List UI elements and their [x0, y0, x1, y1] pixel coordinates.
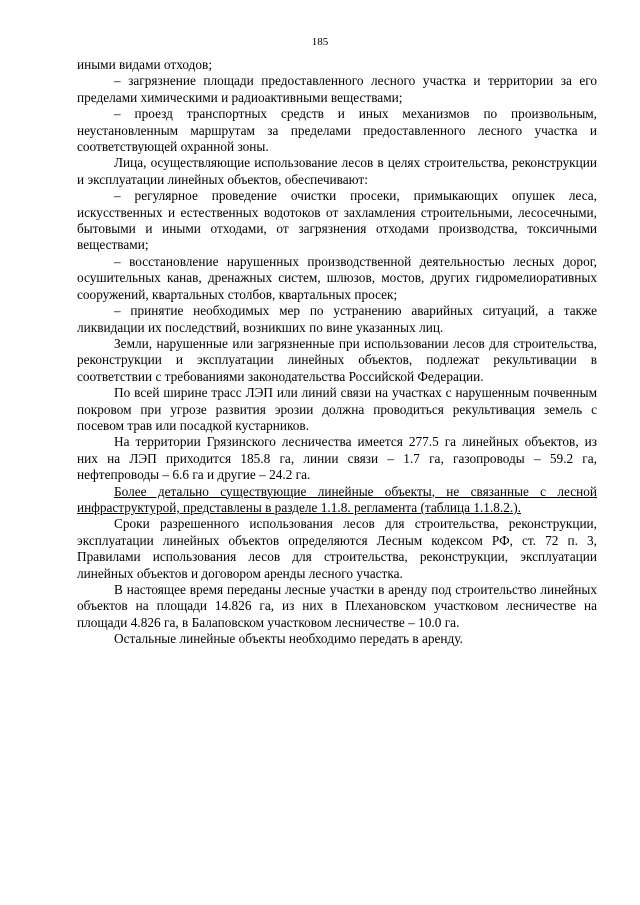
paragraph-3: – проезд транспортных средств и иных механизмов по произвольным, неустановленным маршрутам за пределами предоставленного лесного участка и соответствующей охранной зоны. [77, 106, 597, 155]
paragraph-7: – принятие необходимых мер по устранению аварийных ситуаций, а также ликвидации их последствий, возникших по вине указанных лиц. [77, 303, 597, 335]
paragraph-12: Сроки разрешенного использования лесов для строительства, реконструкции, эксплуатации линейных объектов определяются Лесным кодексом РФ, ст. 72 п. 3, Правилами использования лесов для строительства, реконструкции, эксплуатации линейных объектов и договором аренды лесного участка. [77, 516, 597, 581]
body-text [77, 57, 597, 648]
paragraph-2: – загрязнение площади предоставленного лесного участка и территории за его пределами химическими и радиоактивными веществами; [77, 73, 597, 105]
paragraph-6: – восстановление нарушенных производственной деятельностью лесных дорог, осушительных канав, дренажных систем, шлюзов, мостов, других гидромелиоративных сооружений, квартальных столбов, квартальных просек; [77, 253, 597, 302]
paragraph-11-underlined: Более детально существующие линейные объекты, не связанные с лесной инфраструктурой, представлены в разделе 1.1.8. регламента (таблица 1.1.8.2.). [77, 483, 597, 515]
paragraph-10: На территории Грязинского лесничества имеется 277.5 га линейных объектов, из них на ЛЭП приходится 185.8 га, линии связи – 1.7 га, газопроводы – 59.2 га, нефтепроводы – 6.6 га и другие – 24.2 га. [77, 434, 597, 483]
paragraph-4: Лица, осуществляющие использование лесов в целях строительства, реконструкции и эксплуатации линейных объектов, обеспечивают: [77, 155, 597, 187]
paragraph-9: По всей ширине трасс ЛЭП или линий связи на участках с нарушенным почвенным покровом при угрозе развития эрозии должна проводиться рекультивация земель с посевом трав или посадкой кустарников. [77, 385, 597, 433]
paragraph-1: иными видами отходов; [77, 57, 213, 72]
paragraph-5: – регулярное проведение очистки просеки, примыкающих опушек леса, искусственных и естественных водотоков от захламления строительными, лесосечными, бытовыми и иными отходами, от загрязнения отходами производства, токсичными веществами; [77, 188, 597, 253]
paragraph-14: Остальные линейные объекты необходимо передать в аренду. [114, 631, 463, 647]
paragraph-8: Земли, нарушенные или загрязненные при использовании лесов для строительства, реконструкции и эксплуатации линейных объектов, подлежат рекультивации в соответствии с требованиями законодательства Российской Федерации. [77, 335, 597, 384]
paragraph-13: В настоящее время переданы лесные участки в аренду под строительство линейных объектов на площади 14.826 га, из них в Плехановском участковом лесничестве на площади 4.826 га, в Балаповском участковом лесничестве – 10.0 га. [77, 582, 597, 630]
page-number: 185 [311, 36, 329, 48]
